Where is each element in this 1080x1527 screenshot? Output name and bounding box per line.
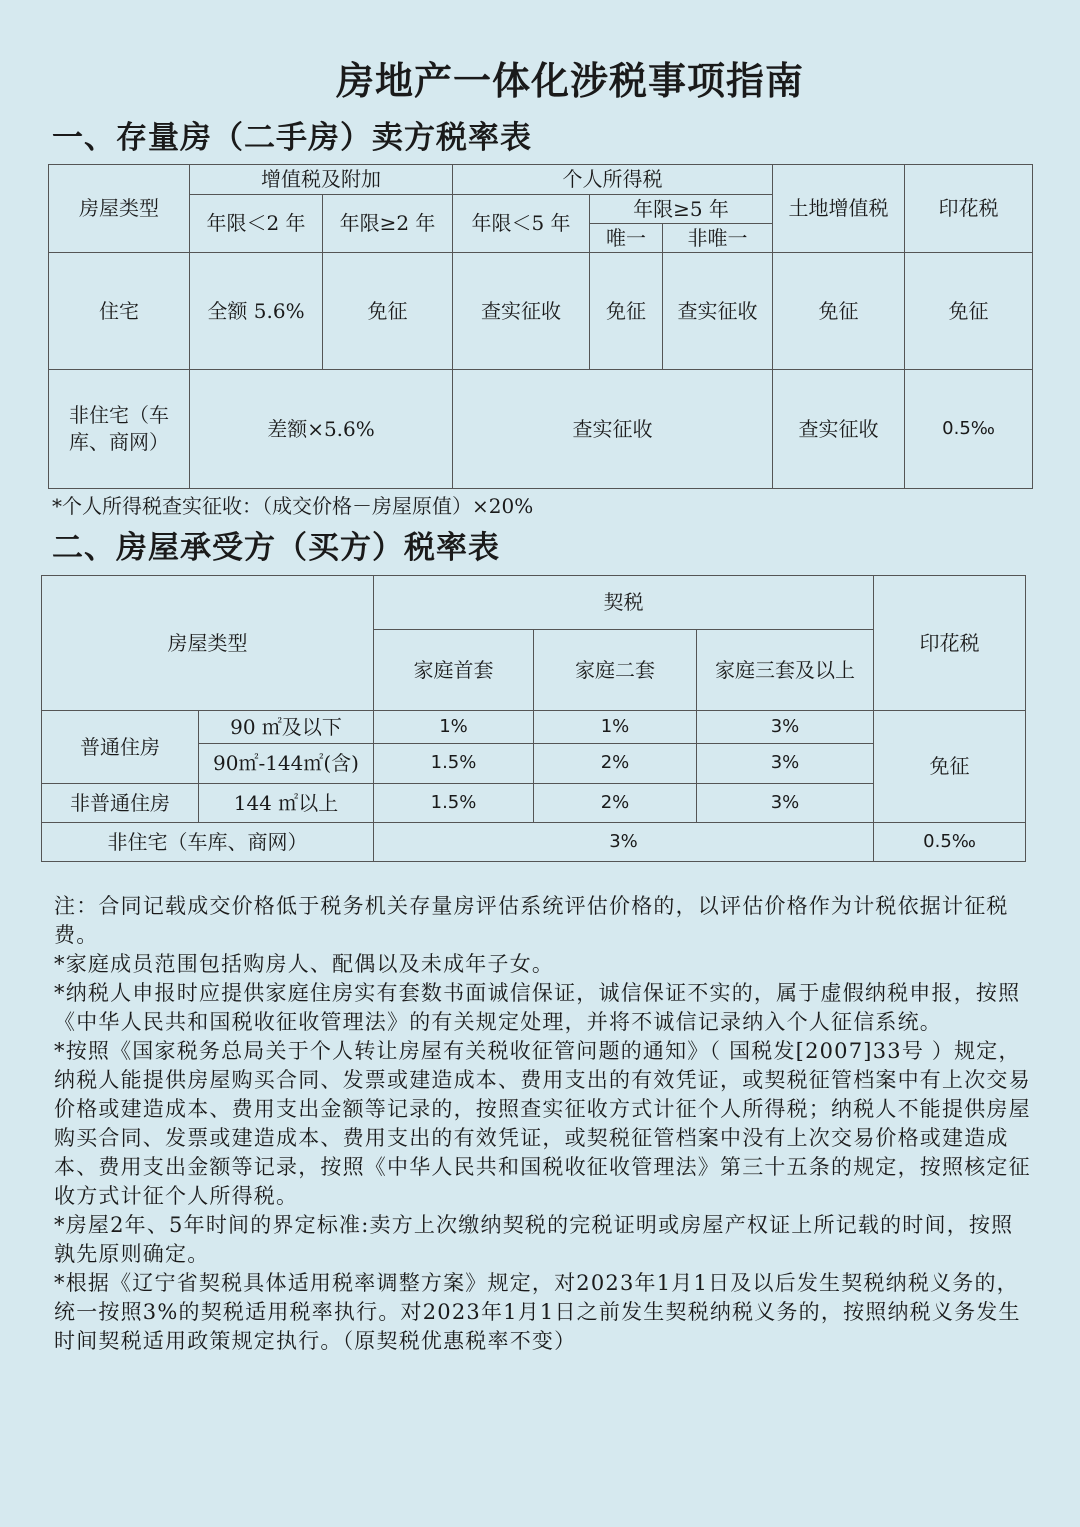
header-not-only: 非唯一	[663, 224, 773, 253]
r2-third: 3%	[697, 744, 874, 784]
page-title: 房地产一体化涉税事项指南	[335, 59, 804, 103]
residential-it-lt5: 查实征收	[453, 253, 590, 370]
note-item: *根据《辽宁省契税具体适用税率调整方案》规定，对2023年1月1日及以后发生契税纳税义务的，统一按照3%的契税适用税率执行。对2023年1月1日之前发生契税纳税义务的，按照纳税义务发生时间契税适用政策规定执行。（原契税优惠税率不变）	[54, 1271, 1021, 1353]
r3-first: 1.5%	[374, 784, 534, 823]
buyer-tax-table	[41, 575, 1026, 862]
section2-heading: 二、房屋承受方（买方）税率表	[52, 530, 500, 566]
r1-third: 3%	[697, 711, 874, 744]
non-residential-stamp-rate: 0.5‰	[874, 823, 1026, 862]
non-residential-vat: 差额×5.6%	[190, 370, 453, 489]
residential-it-only: 免征	[590, 253, 663, 370]
header-it-ge5: 年限≥5 年	[590, 195, 773, 224]
non-residential-deed: 3%	[374, 823, 874, 862]
header-only: 唯一	[590, 224, 663, 253]
non-residential-income-tax: 查实征收	[453, 370, 773, 489]
residential-it-not-only: 查实征收	[663, 253, 773, 370]
header-second-home: 家庭二套	[534, 630, 697, 711]
buyer-header-stamp: 印花税	[874, 576, 1026, 711]
non-residential-land-vat: 查实征收	[773, 370, 905, 489]
non-ordinary-housing: 非普通住房	[42, 784, 199, 823]
residential-stamp-exempt: 免征	[874, 711, 1026, 823]
header-house-type: 房屋类型	[49, 165, 190, 253]
header-it-lt5: 年限＜5 年	[453, 195, 590, 253]
non-residential: 非住宅（车库、商网）	[42, 823, 374, 862]
ordinary-housing: 普通住房	[42, 711, 199, 784]
header-deed-tax: 契税	[374, 576, 874, 630]
section1-heading: 一、存量房（二手房）卖方税率表	[52, 120, 532, 156]
header-vat-lt2: 年限＜2 年	[190, 195, 323, 253]
income-tax-footnote: *个人所得税查实征收：（成交价格－房屋原值）×20%	[52, 494, 534, 518]
seller-tax-table	[48, 164, 1033, 489]
header-vat: 增值税及附加	[190, 165, 453, 195]
note-item: *按照《国家税务总局关于个人转让房屋有关税收征管问题的通知》（ 国税发[2007]33号 ）规定，纳税人能提供房屋购买合同、发票或建造成本、费用支出的有效凭证，或契税征管档案中有上次交易价格或建造成本、费用支出金额等记录的，按照查实征收方式计征个人所得税；纳税人不能提供房屋购买合同、发票或建造成本、费用支出的有效凭证，或契税征管档案中没有上次交易价格或建造成本、费用支出金额等记录，按照《中华人民共和国税收征收管理法》第三十五条的规定，按照核定征收方式计征个人所得税。	[54, 1039, 1031, 1208]
row-non-residential-type: 非住宅（车库、商网）	[49, 370, 190, 489]
header-vat-ge2: 年限≥2 年	[323, 195, 453, 253]
header-third-home: 家庭三套及以上	[697, 630, 874, 711]
r2-second: 2%	[534, 744, 697, 784]
residential-vat-lt2: 全额 5.6%	[190, 253, 323, 370]
non-residential-stamp: 0.5‰	[905, 370, 1033, 489]
r3-second: 2%	[534, 784, 697, 823]
note-item: 注：合同记载成交价格低于税务机关存量房评估系统评估价格的，以评估价格作为计税依据计征税费。	[54, 894, 1009, 947]
r2-first: 1.5%	[374, 744, 534, 784]
r1-second: 1%	[534, 711, 697, 744]
residential-land-vat: 免征	[773, 253, 905, 370]
notes	[54, 892, 1034, 1356]
r3-third: 3%	[697, 784, 874, 823]
note-item: *房屋2年、5年时间的界定标准:卖方上次缴纳契税的完税证明或房屋产权证上所记载的时间，按照孰先原则确定。	[54, 1213, 1014, 1266]
row-residential-type: 住宅	[49, 253, 190, 370]
header-stamp: 印花税	[905, 165, 1033, 253]
buyer-header-house-type: 房屋类型	[42, 576, 374, 711]
header-income-tax: 个人所得税	[453, 165, 773, 195]
r1-first: 1%	[374, 711, 534, 744]
area-r1: 90 ㎡及以下	[199, 711, 374, 744]
area-r3: 144 ㎡以上	[199, 784, 374, 823]
header-first-home: 家庭首套	[374, 630, 534, 711]
header-land-vat: 土地增值税	[773, 165, 905, 253]
residential-stamp: 免征	[905, 253, 1033, 370]
area-r2: 90㎡-144㎡(含)	[199, 744, 374, 784]
note-item: *纳税人申报时应提供家庭住房实有套数书面诚信保证，诚信保证不实的，属于虚假纳税申报，按照《中华人民共和国税收征收管理法》的有关规定处理，并将不诚信记录纳入个人征信系统。	[54, 981, 1021, 1034]
note-item: *家庭成员范围包括购房人、配偶以及未成年子女。	[54, 952, 555, 976]
residential-vat-ge2: 免征	[323, 253, 453, 370]
